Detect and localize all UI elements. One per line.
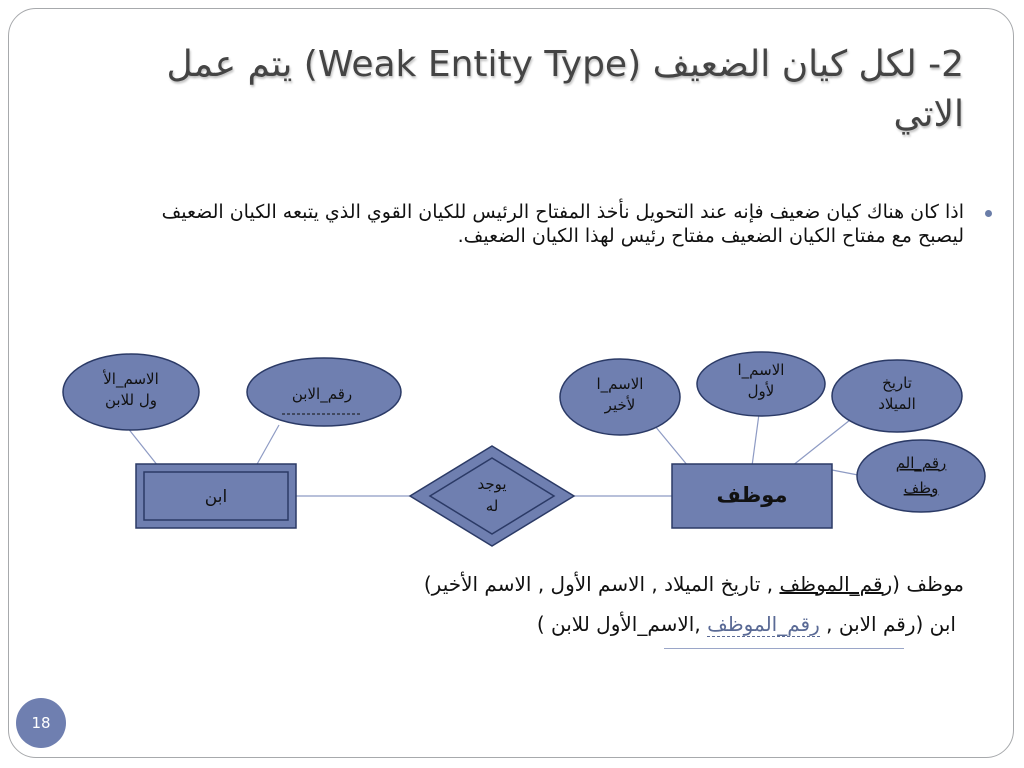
relation-child — [537, 612, 956, 636]
connector-employee-birthdate — [792, 420, 850, 466]
attr-child-firstname-line2: ول للابن — [104, 391, 158, 409]
identifying-relationship — [410, 446, 574, 546]
attr-child-partial-key-label: رقم_الابن — [291, 385, 353, 403]
relation-employee-name: موظف ( — [892, 572, 964, 596]
attr-child-partial-key — [247, 358, 401, 426]
attr-employee-firstname-line1: الاسم_ا — [737, 361, 785, 379]
bullet-text: اذا كان هناك كيان ضعيف فإنه عند التحويل نأخذ المفتاح الرئيس للكيان القوي الذي يتبعه الكيان الضعيف ليصبح مع مفتاح الكيان الضعيف مفتاح رئيس لهذا الكيان الضعيف. — [161, 201, 964, 247]
attr-employee-lastname-line1: الاسم_ا — [596, 375, 644, 393]
attr-employee-key-line2: وظف — [903, 479, 939, 497]
attr-employee-key-line1: رقم_الم — [895, 454, 947, 472]
relation-employee — [424, 572, 964, 596]
attr-employee-firstname-line2: لأول — [747, 382, 775, 400]
relationship-label-line2: له — [485, 497, 499, 515]
connector-child-key — [256, 425, 279, 466]
relationship-label-line1: يوجد — [477, 475, 507, 493]
attr-employee-lastname — [560, 359, 680, 435]
strong-entity-employee — [672, 464, 832, 528]
connector-child-firstname — [127, 427, 158, 466]
relation-child-foreign-key: رقم_الموظف — [707, 612, 820, 636]
connector-employee-key — [832, 470, 858, 475]
attr-employee-birthdate — [832, 360, 962, 432]
strong-entity-label: موظف — [716, 483, 788, 507]
relation-child-rest: ,الاسم_الأول للابن ) — [536, 612, 708, 636]
relation-employee-key: رقم_الموظف — [779, 572, 893, 596]
weak-entity-child — [136, 464, 296, 528]
attr-employee-birthdate-line2: الميلاد — [878, 395, 916, 413]
weak-entity-label: ابن — [204, 487, 228, 507]
attr-employee-key — [857, 440, 985, 512]
page-number-badge: 18 — [16, 698, 66, 748]
slide-title: 2- لكل كيان الضعيف (Weak Entity Type) يتم عمل الاتي — [166, 44, 964, 135]
relation-child-name: ابن (رقم الابن , — [819, 612, 956, 636]
attr-child-firstname-line1: الاسم_الأ — [103, 370, 159, 388]
connector-employee-firstname — [752, 414, 759, 466]
relation-employee-rest: , تاريخ الميلاد , الاسم الأول , الاسم الأخير) — [423, 572, 780, 596]
attr-employee-lastname-line2: لأخير — [604, 396, 636, 414]
relation-child-underline — [664, 648, 904, 649]
attr-employee-firstname — [697, 352, 825, 416]
attr-child-firstname — [63, 354, 199, 430]
attr-employee-birthdate-line1: تاريخ — [882, 374, 912, 392]
